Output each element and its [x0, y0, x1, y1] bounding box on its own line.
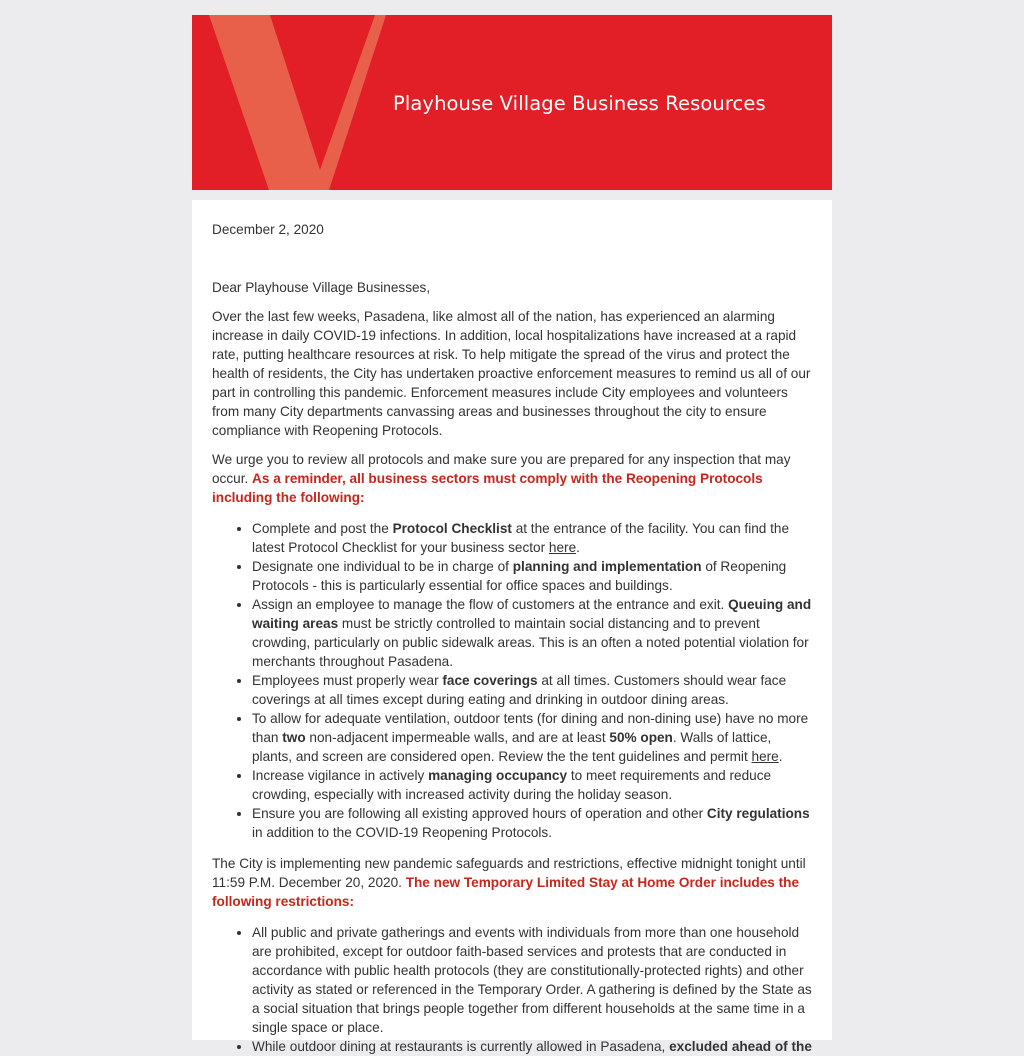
letter-body: [192, 200, 832, 1054]
salutation: Dear Playhouse Village Businesses,: [212, 280, 431, 295]
protocols-list: [212, 519, 812, 842]
list-item: • Employees must properly wear face coverings at all times. Customers should wear face coverings at all times except during eating and drinking in outdoor dining areas.: [252, 671, 812, 709]
intro-paragraph: Over the last few weeks, Pasadena, like almost all of the nation, has experienced an alarming increase in daily COVID-19 infections. In addition, local hospitalizations have increased at a rapid rate, putting healthcare resources at risk. To help mitigate the spread of the virus and protect the health of residents, the City has undertaken proactive enforcement measures to remind us all of our part in controlling this pandemic. Enforcement measures include City employees and volunteers from many City departments canvassing areas and businesses throughout the city to ensure compliance with Reopening Protocols.: [212, 309, 811, 438]
list-item: • Ensure you are following all existing approved hours of operation and other City regulations in addition to the COVID-19 Reopening Protocols.: [252, 804, 812, 842]
effective-text: The City is implementing new pandemic safeguards and restrictions, effective midnight tonight until 11:59 P.M. December 20, 2020.: [212, 856, 806, 890]
email-container: [192, 15, 832, 1054]
restrictions-list: [212, 923, 812, 1056]
list-item: • Assign an employee to manage the flow of customers at the entrance and exit. Queuing and waiting areas must be strictly controlled to maintain social distancing and to prevent crowding, particularly on public sidewalk areas. This is an often a noted potential violation for merchants throughout Pasadena.: [252, 595, 812, 671]
list-item: • All public and private gatherings and events with individuals from more than one household are prohibited, except for outdoor faith-based services and protests that are conducted in accordance with public health protocols (they are constitutionally-protected rights) and other activity as stated or referenced in the Temporary Order. A gathering is defined by the State as a social situation that brings people together from different households at the same time in a single space or place.: [252, 923, 812, 1037]
reminder-highlight: As a reminder, all business sectors must comply with the Reopening Protocols including the following:: [212, 471, 763, 505]
banner-title: Playhouse Village Business Resources: [393, 92, 766, 115]
list-item: • While outdoor dining at restaurants is currently allowed in Pasadena, excluded ahead of the: [252, 1037, 812, 1056]
urge-text: We urge you to review all protocols and make sure you are prepared for any inspection that may occur.: [212, 452, 791, 486]
list-item: • Complete and post the Protocol Checklist at the entrance of the facility. You can find the latest Protocol Checklist for your business sector here.: [252, 519, 812, 557]
restrictions-highlight: The new Temporary Limited Stay at Home Order includes the following restrictions:: [212, 875, 800, 909]
header-banner: [192, 15, 832, 190]
tent-guidelines-link[interactable]: here: [751, 749, 779, 764]
list-item: • Increase vigilance in actively managing occupancy to meet requirements and reduce crowding, especially with increased activity during the holiday season.: [252, 766, 812, 804]
restrictions-paragraph: [212, 854, 812, 911]
reminder-paragraph: [212, 450, 812, 507]
list-item: • Designate one individual to be in charge of planning and implementation of Reopening Protocols - this is particularly essential for office spaces and buildings.: [252, 557, 812, 595]
protocol-checklist-link[interactable]: here: [548, 540, 577, 555]
letter-date: December 2, 2020: [212, 222, 324, 237]
list-item: • To allow for adequate ventilation, outdoor tents (for dining and non-dining use) have no more than two non-adjacent impermeable walls, and are at least 50% open. Walls of lattice, plants, and screen are considered open. Review the the tent guidelines and permit here.: [252, 709, 812, 766]
